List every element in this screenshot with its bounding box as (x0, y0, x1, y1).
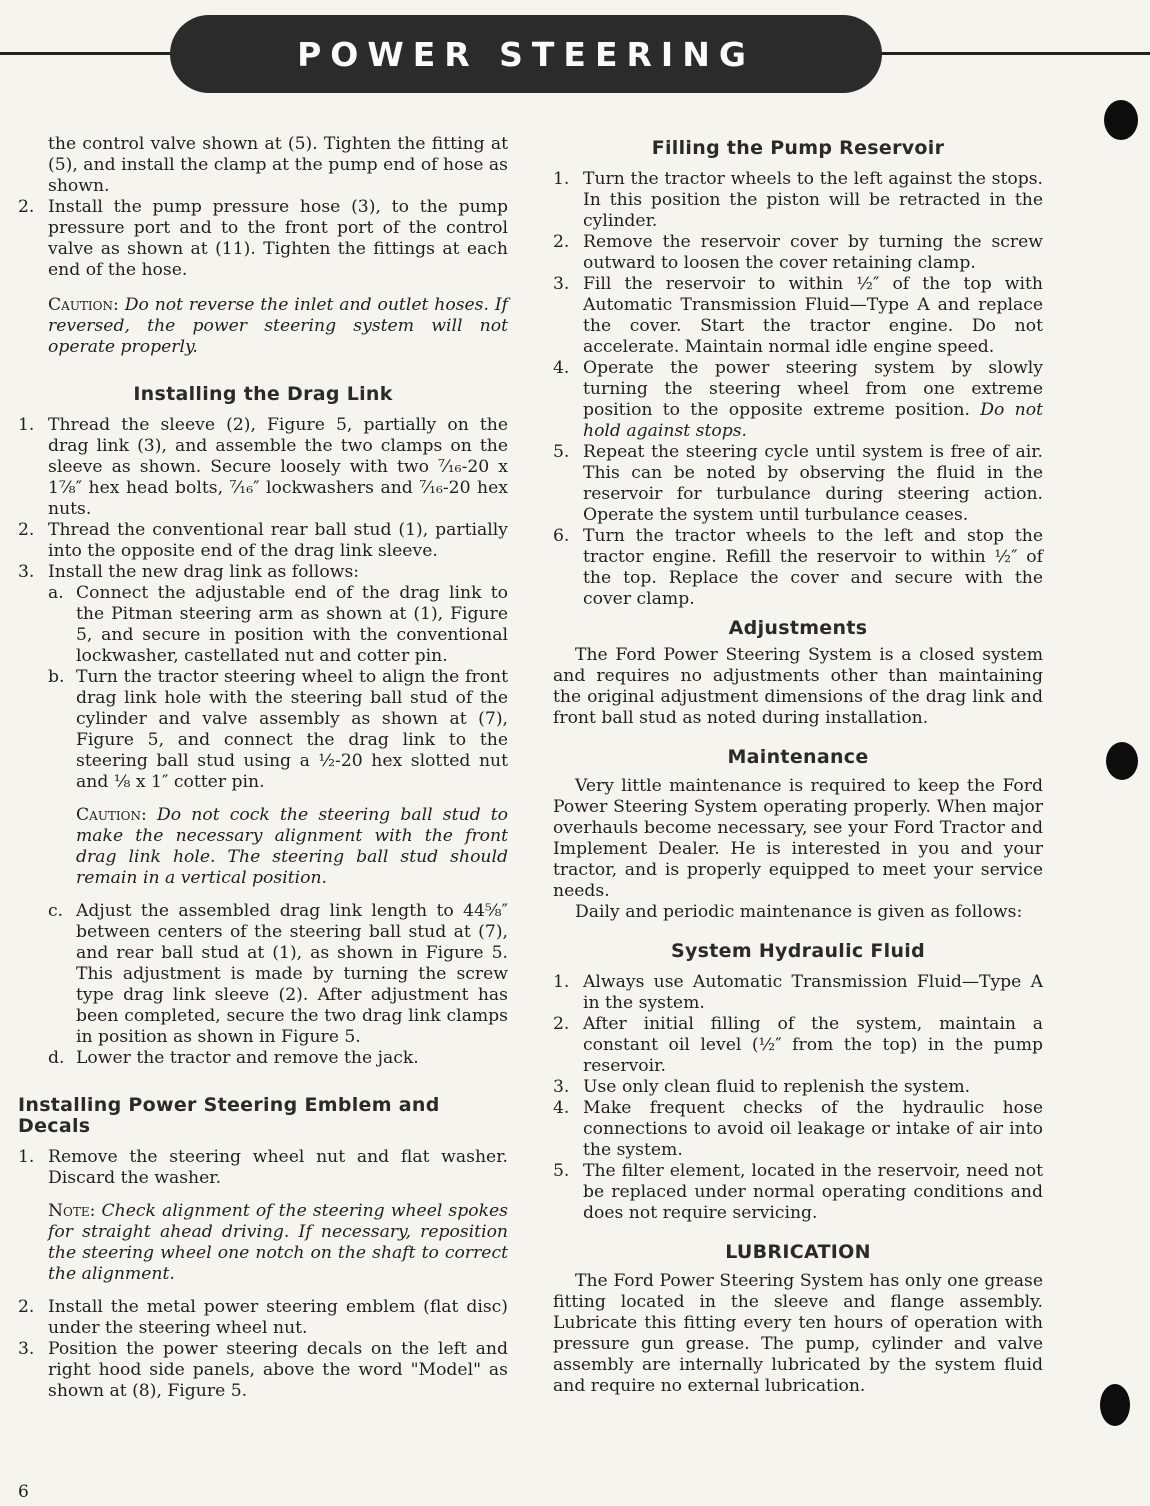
emblem-step-2 (18, 1339, 508, 1402)
page-title: POWER STEERING (297, 34, 755, 74)
fill-step-1 (553, 169, 1043, 232)
intro-paragraph: the control valve shown at (5). Tighten the fitting at (5), and install the clamp at the pump end of hose as shown. (48, 134, 508, 196)
binder-hole-bottom (1100, 1384, 1130, 1426)
fluid-step-5 (553, 1161, 1043, 1224)
heading-filling-reservoir: Filling the Pump Reservoir (651, 137, 945, 159)
list-marker: 1. (18, 415, 35, 435)
list-text: Thread the conventional rear ball stud (1), partially into the opposite end of the drag link sleeve. (48, 520, 508, 561)
heading-adjustments: Adjustments (728, 617, 868, 639)
list-text: Install the metal power steering emblem (flat disc) under the steering wheel nut. (48, 1297, 508, 1338)
fluid-step-4 (553, 1098, 1043, 1161)
hydraulic-fluid-steps (553, 972, 1043, 1224)
list-marker: 1. (553, 972, 570, 992)
substep-d: d. Lower the tractor and remove the jack. (48, 1048, 419, 1068)
list-text: Install the new drag link as follows: (48, 562, 360, 582)
emblem-step-1 (18, 1297, 508, 1339)
substep-b: b. Turn the tractor steering wheel to align the front drag link hole with the steering ball stud of the cylinder and valve assembly as shown at (7), Figure 5, and connect the drag link to the steering ball stud using a ½-20 hex slotted nut and ⅛ x 1″ cotter pin. (48, 667, 508, 792)
heading-maintenance: Maintenance (727, 746, 869, 768)
emblem-steps (18, 1297, 508, 1402)
heading-drag-link: Installing the Drag Link (133, 383, 393, 405)
list-text: Turn the tractor wheels to the left and stop the tractor engine. Refill the reservoir to within ½″ of the top. Replace the cover and secure with the cover clamp. (583, 526, 1043, 609)
adjustments-paragraph: The Ford Power Steering System is a closed system and requires no adjustments other than maintaining the original adjustment dimensions of the drag link and front ball stud as noted during installation. (553, 645, 1043, 728)
list-marker: 2. (18, 520, 35, 540)
filling-steps (553, 169, 1043, 358)
note-steering-alignment: Note: Check alignment of the steering wheel spokes for straight ahead driving. If necessary, reposition the steering wheel one notch on the shaft to correct the alignment. (48, 1201, 509, 1284)
fill-step-3 (553, 274, 1043, 358)
heading-lubrication: LUBRICATION (725, 1241, 871, 1263)
maintenance-followup: Daily and periodic maintenance is given as follows: (575, 902, 1023, 922)
list-text: After initial filling of the system, maintain a constant oil level (½″ from the top) in the pump reservoir. (583, 1014, 1043, 1076)
list-text: Fill the reservoir to within ½″ of the top with Automatic Transmission Fluid—Type A and replace the cover. Start the tractor engine. Do not accelerate. Maintain normal idle engine speed. (583, 274, 1043, 357)
emblem-item-1: 1. Remove the steering wheel nut and flat washer. Discard the washer. (18, 1147, 508, 1188)
left-column (18, 134, 508, 1402)
drag-link-step-2 (18, 520, 508, 562)
substep-c: c. Adjust the assembled drag link length to 44⅝″ between centers of the steering ball stud at (7), and rear ball stud at (1), as shown in Figure 5. This adjustment is made by turning the screw type drag link sleeve (2). After adjustment has been completed, secure the two drag link clamps in position as shown in Figure 5. (48, 901, 508, 1047)
fluid-step-1 (553, 972, 1043, 1014)
header-rule-left (0, 52, 185, 55)
drag-link-steps (18, 415, 508, 583)
list-marker: 4. (553, 1098, 570, 1118)
header-rule-right (872, 52, 1150, 55)
list-text: Position the power steering decals on the left and right hood side panels, above the word "Model" as shown at (8), Figure 5. (48, 1339, 508, 1401)
binder-hole-top (1104, 100, 1138, 140)
header-banner (170, 15, 882, 93)
drag-link-substeps-continued (48, 901, 508, 1069)
heading-emblem-decals: Installing Power Steering Emblem and Decals (18, 1094, 440, 1137)
list-text: The filter element, located in the reservoir, need not be replaced under normal operating conditions and does not require servicing. (583, 1161, 1043, 1223)
list-text: Use only clean fluid to replenish the system. (583, 1077, 971, 1097)
caution-hoses: Caution: Do not reverse the inlet and outlet hoses. If reversed, the power steering system will not operate properly. (48, 295, 508, 357)
list-text: Always use Automatic Transmission Fluid—Type A in the system. (583, 972, 1043, 1013)
list-text: Repeat the steering cycle until system is free of air. This can be noted by observing the fluid in the reservoir for turbulance during steering action. Operate the system until turbulance ceases. (583, 442, 1043, 525)
list-marker: 5. (553, 442, 570, 462)
list-marker: 3. (553, 1077, 570, 1097)
fill-step-2 (553, 232, 1043, 274)
fluid-step-3 (553, 1077, 1043, 1098)
list-marker: 2. (553, 1014, 570, 1034)
list-marker: 2. (18, 1297, 35, 1317)
list-marker: 2. (553, 232, 570, 252)
caution-ball-stud: Caution: Do not cock the steering ball stud to make the necessary alignment with the front drag link hole. The steering ball stud should remain in a vertical position. (76, 805, 509, 888)
list-marker: 5. (553, 1161, 570, 1181)
list-text: Remove the reservoir cover by turning the screw outward to loosen the cover retaining clamp. (583, 232, 1043, 273)
heading-hydraulic-fluid: System Hydraulic Fluid (671, 940, 925, 962)
list-marker: 3. (18, 562, 35, 582)
drag-link-step-1 (18, 415, 508, 520)
list-marker: 3. (553, 274, 570, 294)
binder-hole-middle (1106, 742, 1138, 780)
intro-item-2: 2. Install the pump pressure hose (3), to the pump pressure port and to the front port of the control valve as shown at (11). Tighten the fittings at each end of the hose. (18, 197, 508, 280)
list-marker: 6. (553, 526, 570, 546)
lubrication-paragraph: The Ford Power Steering System has only one grease fitting located in the sleeve and flange assembly. Lubricate this fitting every ten hours of operation with pressure gun grease. The pump, cylinder and valve assembly are internally lubricated by the system fluid and require no external lubrication. (553, 1271, 1043, 1396)
maintenance-paragraph: Very little maintenance is required to keep the Ford Power Steering System operating properly. When major overhauls become necessary, see your Ford Tractor and Implement Dealer. He is interested in you and your tractor, and is properly equipped to meet your service needs. (553, 776, 1043, 901)
fill-step-later-1 (553, 442, 1043, 526)
fill-item-4: 4. Operate the power steering system by slowly turning the steering wheel from one extreme position to the opposite extreme position. Do not hold against stops. (553, 358, 1043, 441)
list-text: Thread the sleeve (2), Figure 5, partially on the drag link (3), and assemble the two clamps on the sleeve as shown. Secure loosely with two ⁷⁄₁₆-20 x 1⅞″ hex head bolts, ⁷⁄₁₆″ lockwashers and ⁷⁄₁₆-20 hex nuts. (48, 415, 508, 519)
drag-link-substeps (48, 583, 508, 793)
list-text: Turn the tractor wheels to the left against the stops. In this position the piston will be retracted in the cylinder. (583, 169, 1043, 231)
list-text: Make frequent checks of the hydraulic hose connections to avoid oil leakage or intake of air into the system. (583, 1098, 1043, 1160)
page-number: 6 (18, 1482, 29, 1502)
list-marker: 1. (553, 169, 570, 189)
fill-step-later-2 (553, 526, 1043, 610)
fluid-step-2 (553, 1014, 1043, 1077)
filling-steps-continued (553, 442, 1043, 610)
drag-link-step-3 (18, 562, 508, 583)
right-column (553, 134, 1043, 1397)
list-marker: 3. (18, 1339, 35, 1359)
substep-a: a. Connect the adjustable end of the drag link to the Pitman steering arm as shown at (1), Figure 5, and secure in position with the conventional lockwasher, castellated nut and cotter pin. (48, 583, 508, 666)
